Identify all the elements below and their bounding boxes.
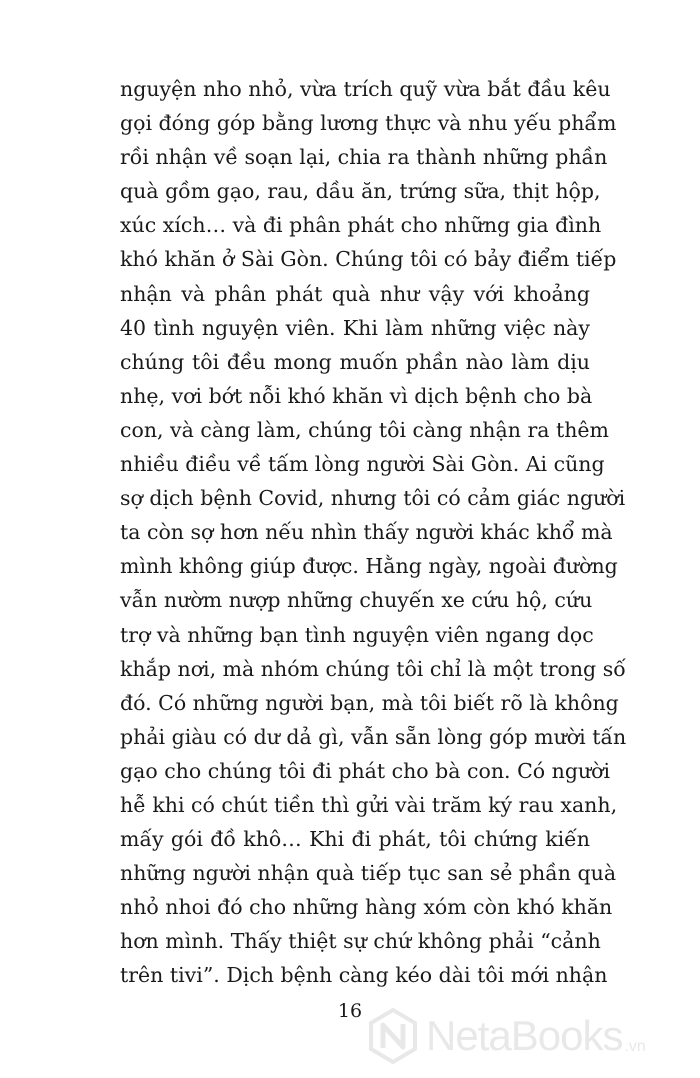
- text-line: trợ và những bạn tình nguyện viên ngang dọc: [120, 622, 594, 647]
- text-line: hơn mình. Thấy thiệt sự chứ không phải “cảnh: [120, 929, 601, 954]
- text-line: khó khăn ở Sài Gòn. Chúng tôi có bảy điểm tiếp: [120, 247, 617, 272]
- text-line: mấy gói đồ khô… Khi đi phát, tôi chứng kiến: [120, 827, 590, 852]
- watermark-suffix: .vn: [624, 1038, 646, 1055]
- text-line: trên tivi”. Dịch bệnh càng kéo dài tôi mới nhận: [120, 963, 608, 988]
- page-number: 16: [337, 1000, 363, 1022]
- text-line: xúc xích… và đi phân phát cho những gia đình: [120, 213, 602, 238]
- text-line: chúng tôi đều mong muốn phần nào làm dịu: [120, 349, 590, 374]
- text-line: 40 tình nguyện viên. Khi làm những việc này: [120, 315, 590, 340]
- text-line: nhận và phân phát quà như vậy với khoảng: [120, 281, 590, 306]
- text-line: gạo cho chúng tôi đi phát cho bà con. Có người: [120, 758, 611, 783]
- text-line: gọi đóng góp bằng lương thực và nhu yếu phẩm: [120, 111, 617, 136]
- text-line: nhỏ nhoi đó cho những hàng xóm còn khó khăn: [120, 895, 613, 920]
- text-line: con, và càng làm, chúng tôi càng nhận ra thêm: [120, 417, 609, 442]
- text-line: quà gồm gạo, rau, dầu ăn, trứng sữa, thịt hộp,: [120, 179, 601, 204]
- netabooks-logo-icon: [368, 1008, 418, 1064]
- body-text: [120, 72, 627, 993]
- text-line: những người nhận quà tiếp tục san sẻ phần quà: [120, 861, 617, 886]
- watermark: [368, 1004, 688, 1068]
- text-line: đó. Có những người bạn, mà tôi biết rõ là không: [120, 690, 619, 715]
- text-line: nhẹ, vơi bớt nỗi khó khăn vì dịch bệnh cho bà: [120, 383, 593, 408]
- text-line: vẫn nườm nượp những chuyến xe cứu hộ, cứu: [120, 588, 593, 613]
- text-line: ta còn sợ hơn nếu nhìn thấy người khác khổ mà: [120, 520, 613, 545]
- text-line: sợ dịch bệnh Covid, nhưng tôi có cảm giác người: [120, 486, 626, 511]
- text-line: mình không giúp được. Hằng ngày, ngoài đường: [120, 554, 618, 579]
- text-line: hễ khi có chút tiền thì gửi vài trăm ký rau xanh,: [120, 792, 618, 817]
- text-line: phải giàu có dư dả gì, vẫn sẵn lòng góp mười tấn: [120, 724, 627, 749]
- text-line: nguyện nho nhỏ, vừa trích quỹ vừa bắt đầu kêu: [120, 77, 611, 101]
- watermark-brand: NetaBooks: [426, 1012, 623, 1059]
- text-line: rồi nhận về soạn lại, chia ra thành những phần: [120, 145, 608, 170]
- text-line: khắp nơi, mà nhóm chúng tôi chỉ là một trong số: [120, 656, 626, 681]
- text-line: nhiều điều về tấm lòng người Sài Gòn. Ai cũng: [120, 452, 605, 477]
